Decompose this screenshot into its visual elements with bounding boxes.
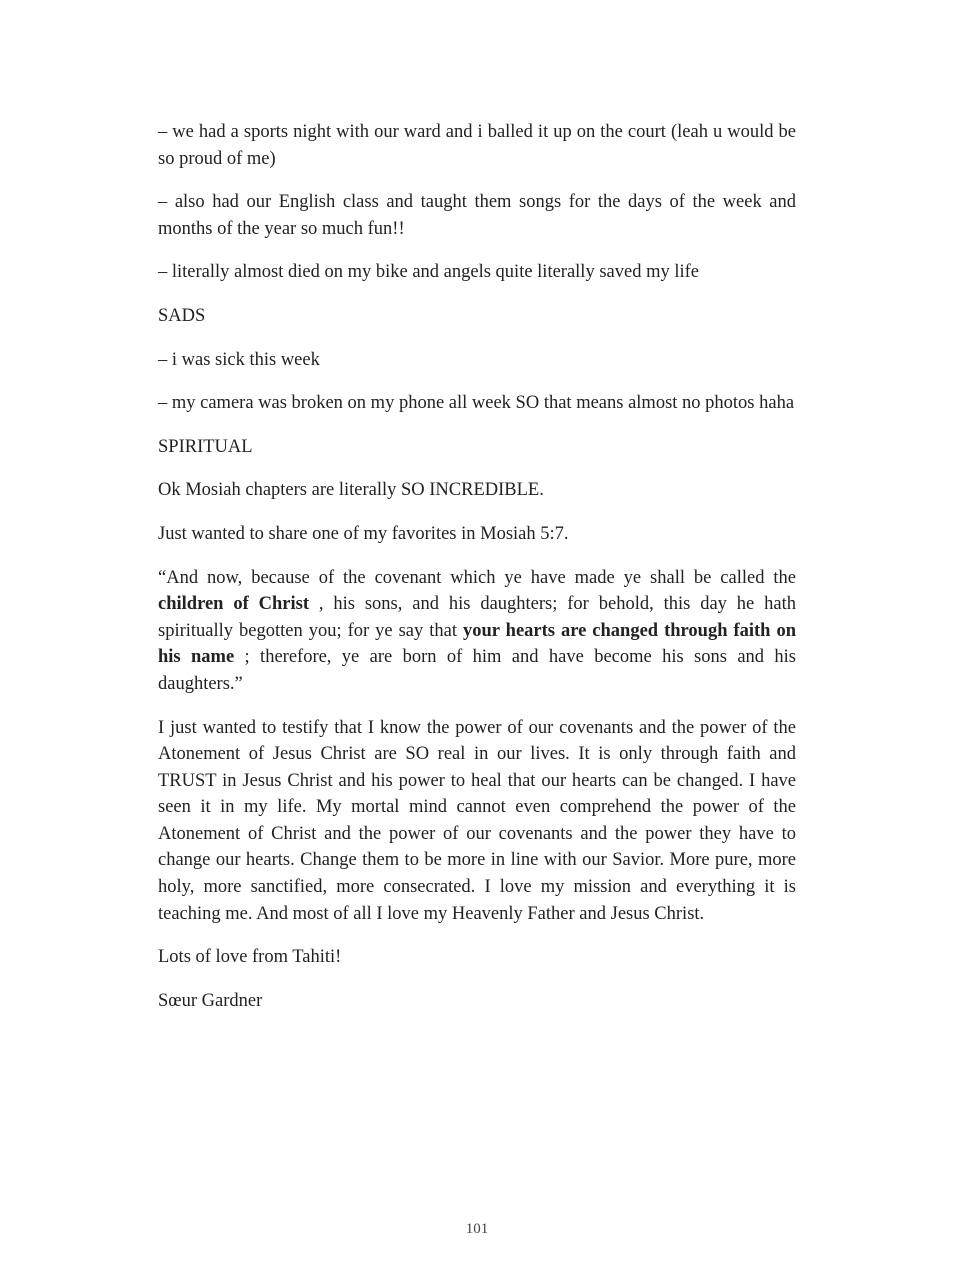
paragraph-sick: – i was sick this week xyxy=(158,349,320,370)
quote-text-1: “And now, because of the covenant which ye have made ye shall be called the xyxy=(158,567,796,588)
paragraph-sports-night: – we had a sports night with our ward and i balled it up on the court (leah u would be so proud of me) xyxy=(158,122,796,169)
testimony-paragraph: I just wanted to testify that I know the power of our covenants and the power of the Atonement of Jesus Christ are SO real in our lives. It is only through faith and TRUST in Jesus Christ and his power to heal that our hearts can be changed. I have seen it in my life. My mortal mind cannot even comprehend the power of the Atonement of Christ and the power of our covenants and the power they have to change our hearts. Change them to be more in line with our Savior. More pure, more holy, more sanctified, more consecrated. I love my mission and everything it is teaching me. And most of all I love my Heavenly Father and Jesus Christ. xyxy=(158,717,796,924)
quote-text-2: , his sons, and his daughters; for behold, this day he hath spiritually begotten you; for ye say that xyxy=(158,594,796,641)
heading-sads: SADS xyxy=(158,305,206,326)
quote-bold-1: children of Christ xyxy=(158,594,309,615)
heading-spiritual: SPIRITUAL xyxy=(158,436,253,457)
closing-line: Lots of love from Tahiti! xyxy=(158,947,342,968)
paragraph-english-class: – also had our English class and taught them songs for the days of the week and months of the year so much fun!! xyxy=(158,192,796,239)
paragraph-favorite: Just wanted to share one of my favorites in Mosiah 5:7. xyxy=(158,523,569,544)
paragraph-bike: – literally almost died on my bike and angels quite literally saved my life xyxy=(158,262,699,283)
quote-text-3: ; therefore, ye are born of him and have become his sons and his daughters.” xyxy=(158,647,796,694)
quote-bold-2: your hearts are changed through faith on his name xyxy=(158,620,797,668)
paragraph-mosiah: Ok Mosiah chapters are literally SO INCREDIBLE. xyxy=(158,480,544,501)
scripture-quote xyxy=(158,565,796,698)
page-content xyxy=(158,119,796,1031)
paragraph-camera: – my camera was broken on my phone all week SO that means almost no photos haha xyxy=(158,393,795,414)
signature: Sœur Gardner xyxy=(158,990,263,1011)
page-number: 101 xyxy=(465,1221,489,1237)
